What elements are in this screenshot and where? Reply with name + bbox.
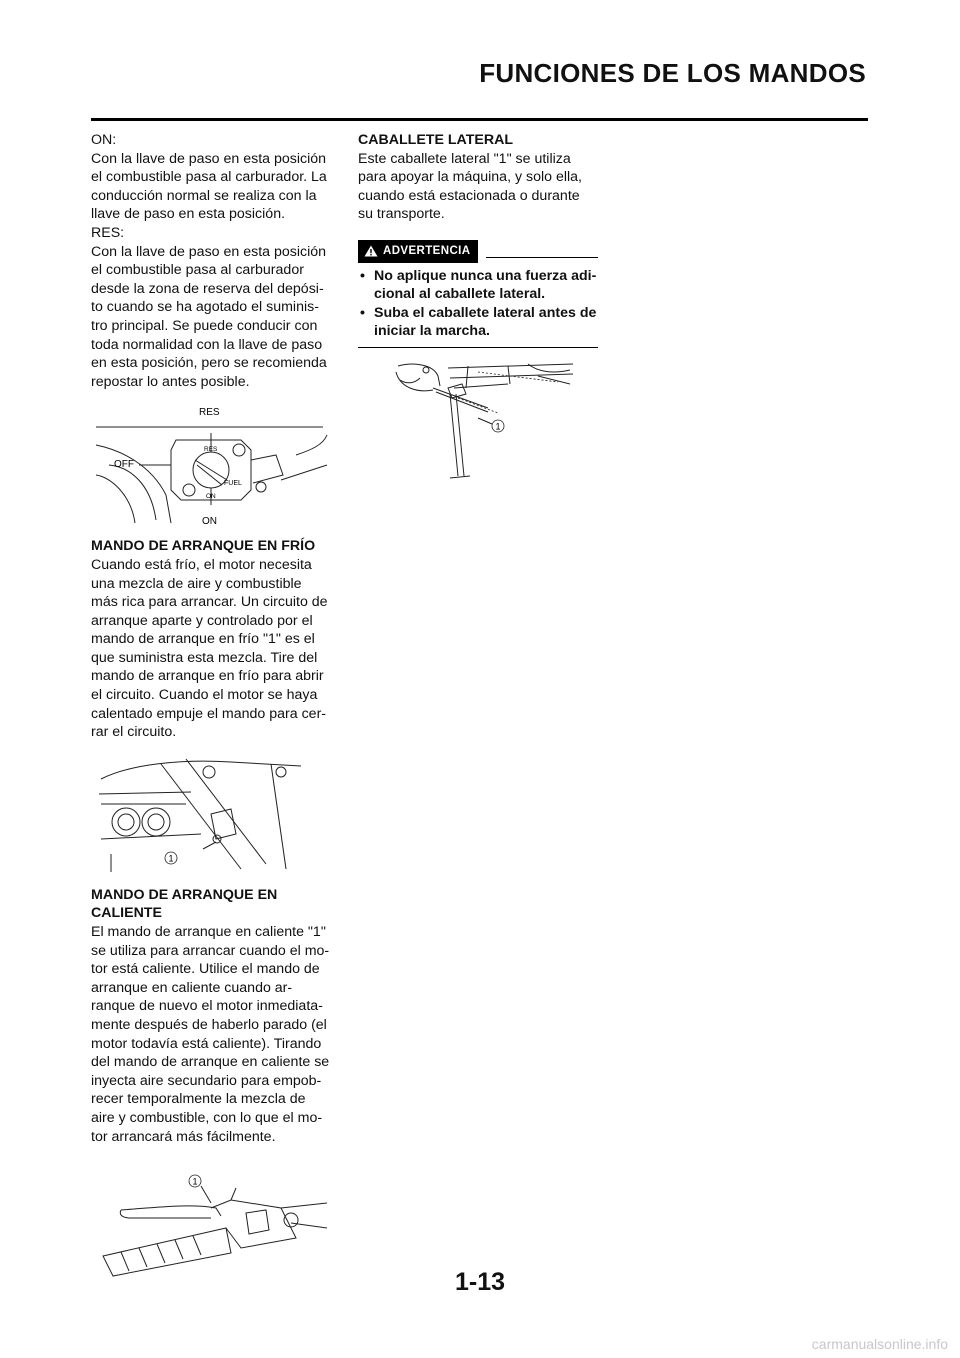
hot-start-illustration — [91, 1168, 331, 1278]
text-line: rar el circuito. — [91, 724, 177, 741]
warning-bottom-rule — [358, 347, 598, 349]
text-line: mente después de haberlo parado (el — [91, 1017, 327, 1033]
warning-badge — [358, 240, 478, 263]
text-line: conducción normal se realiza con la — [91, 187, 317, 204]
text-line: tor está caliente. Utilice el mando de — [91, 961, 320, 978]
side-stand-illustration — [358, 358, 598, 490]
label-fuel: FUEL — [224, 480, 242, 488]
header-rule — [91, 118, 868, 121]
text-line: arranque en caliente cuando ar- — [91, 979, 293, 996]
text-line: repostar lo antes posible. — [91, 373, 250, 390]
text-line: tro principal. Se puede conducir con — [91, 317, 318, 334]
label-res: RES — [199, 407, 220, 419]
text-line: desde la zona de reserva del depósi- — [91, 280, 324, 297]
text-line: mando de arranque en frío para abrir — [91, 668, 324, 685]
warning-header — [358, 240, 598, 263]
warning-item — [358, 304, 598, 341]
left-column — [91, 131, 331, 1278]
text-line: arranque aparte y controlado por el — [91, 612, 313, 629]
callout-number: 1 — [192, 1176, 198, 1187]
fuel-cock-illustration — [91, 405, 331, 527]
page-number: 1-13 — [454, 1268, 506, 1296]
text-line: ON: — [91, 132, 117, 148]
fuel-cock-figure — [91, 405, 331, 527]
section-title: MANDO DE ARRANQUE EN FRÍO — [91, 538, 316, 555]
text-line: to cuando se ha agotado el suminis- — [91, 299, 319, 316]
text-line: El mando de arranque en caliente "1" — [91, 924, 326, 941]
text-line: calentado empuje el mando para cer- — [91, 705, 327, 722]
cold-start-section — [91, 537, 331, 742]
label-on-small: ON — [206, 493, 216, 501]
text-line: Cuando está frío, el motor necesita — [91, 556, 312, 573]
text-line: cuando está estacionada o durante — [358, 187, 580, 204]
text-line: en esta posición, pero se recomienda — [91, 355, 327, 372]
text-line: motor todavía está caliente). Tirando — [91, 1035, 322, 1052]
text-line: el combustible pasa al carburador — [91, 262, 304, 279]
section-title: CALIENTE — [91, 905, 162, 922]
label-off: OFF — [114, 459, 134, 471]
cold-start-illustration — [91, 754, 331, 874]
text-line: inyecta aire secundario para empob- — [91, 1072, 322, 1089]
text-line: mando de arranque en frío "1" es el — [91, 631, 315, 648]
cold-start-figure — [91, 754, 331, 874]
text-line: llave de paso en esta posición. — [91, 206, 286, 223]
warning-block — [358, 240, 598, 348]
warning-label: ADVERTENCIA — [383, 244, 471, 257]
text-line: para apoyar la máquina, y solo ella, — [358, 169, 582, 186]
right-column — [358, 131, 603, 490]
section-title: MANDO DE ARRANQUE EN — [91, 886, 278, 903]
hot-start-figure — [91, 1168, 331, 1278]
fuel-cock-text — [91, 131, 331, 391]
warning-item-line: Suba el caballete lateral antes de — [374, 304, 597, 321]
side-stand-section — [358, 131, 603, 224]
text-line: recer temporalmente la mezcla de — [91, 1091, 306, 1108]
text-line: que suministra esta mezcla. Tire del — [91, 649, 318, 666]
text-line: del mando de arranque en caliente se — [91, 1054, 330, 1071]
text-line: más rica para arrancar. Un circuito de — [91, 594, 328, 611]
text-line: el circuito. Cuando el motor se haya — [91, 687, 318, 704]
label-res-small: RES — [204, 446, 218, 454]
text-line: aire y combustible, con lo que el mo- — [91, 1109, 323, 1126]
warning-item — [358, 267, 598, 304]
text-line: una mezcla de aire y combustible — [91, 575, 302, 592]
warning-triangle-icon — [364, 245, 378, 257]
text-line: Con la llave de paso en esta posición — [91, 150, 327, 167]
text-line: ranque de nuevo el motor inmediata- — [91, 998, 323, 1015]
text-line: su transporte. — [358, 206, 445, 223]
callout-number: 1 — [495, 421, 501, 432]
callout-number: 1 — [168, 853, 174, 864]
text-line: RES: — [91, 224, 125, 241]
label-on: ON — [202, 516, 217, 528]
hot-start-section — [91, 886, 331, 1146]
side-stand-figure — [358, 358, 603, 490]
warning-item-line: cional al caballete lateral. — [374, 286, 546, 303]
text-line: toda normalidad con la llave de paso — [91, 336, 323, 353]
watermark: carmanualsonline.info — [811, 1336, 948, 1352]
text-line: tor arrancará más fácilmente. — [91, 1128, 276, 1145]
warning-list — [358, 267, 598, 341]
warning-rule — [486, 257, 598, 259]
text-line: se utiliza para arrancar cuando el mo- — [91, 942, 330, 959]
text-line: Con la llave de paso en esta posición — [91, 243, 327, 260]
section-title: CABALLETE LATERAL — [358, 132, 513, 148]
text-line: el combustible pasa al carburador. La — [91, 169, 327, 186]
text-line: Este caballete lateral "1" se utiliza — [358, 150, 571, 167]
warning-item-line: iniciar la marcha. — [374, 323, 490, 340]
warning-item-line: No aplique nunca una fuerza adi- — [374, 267, 597, 284]
page-title: FUNCIONES DE LOS MANDOS — [479, 58, 866, 88]
